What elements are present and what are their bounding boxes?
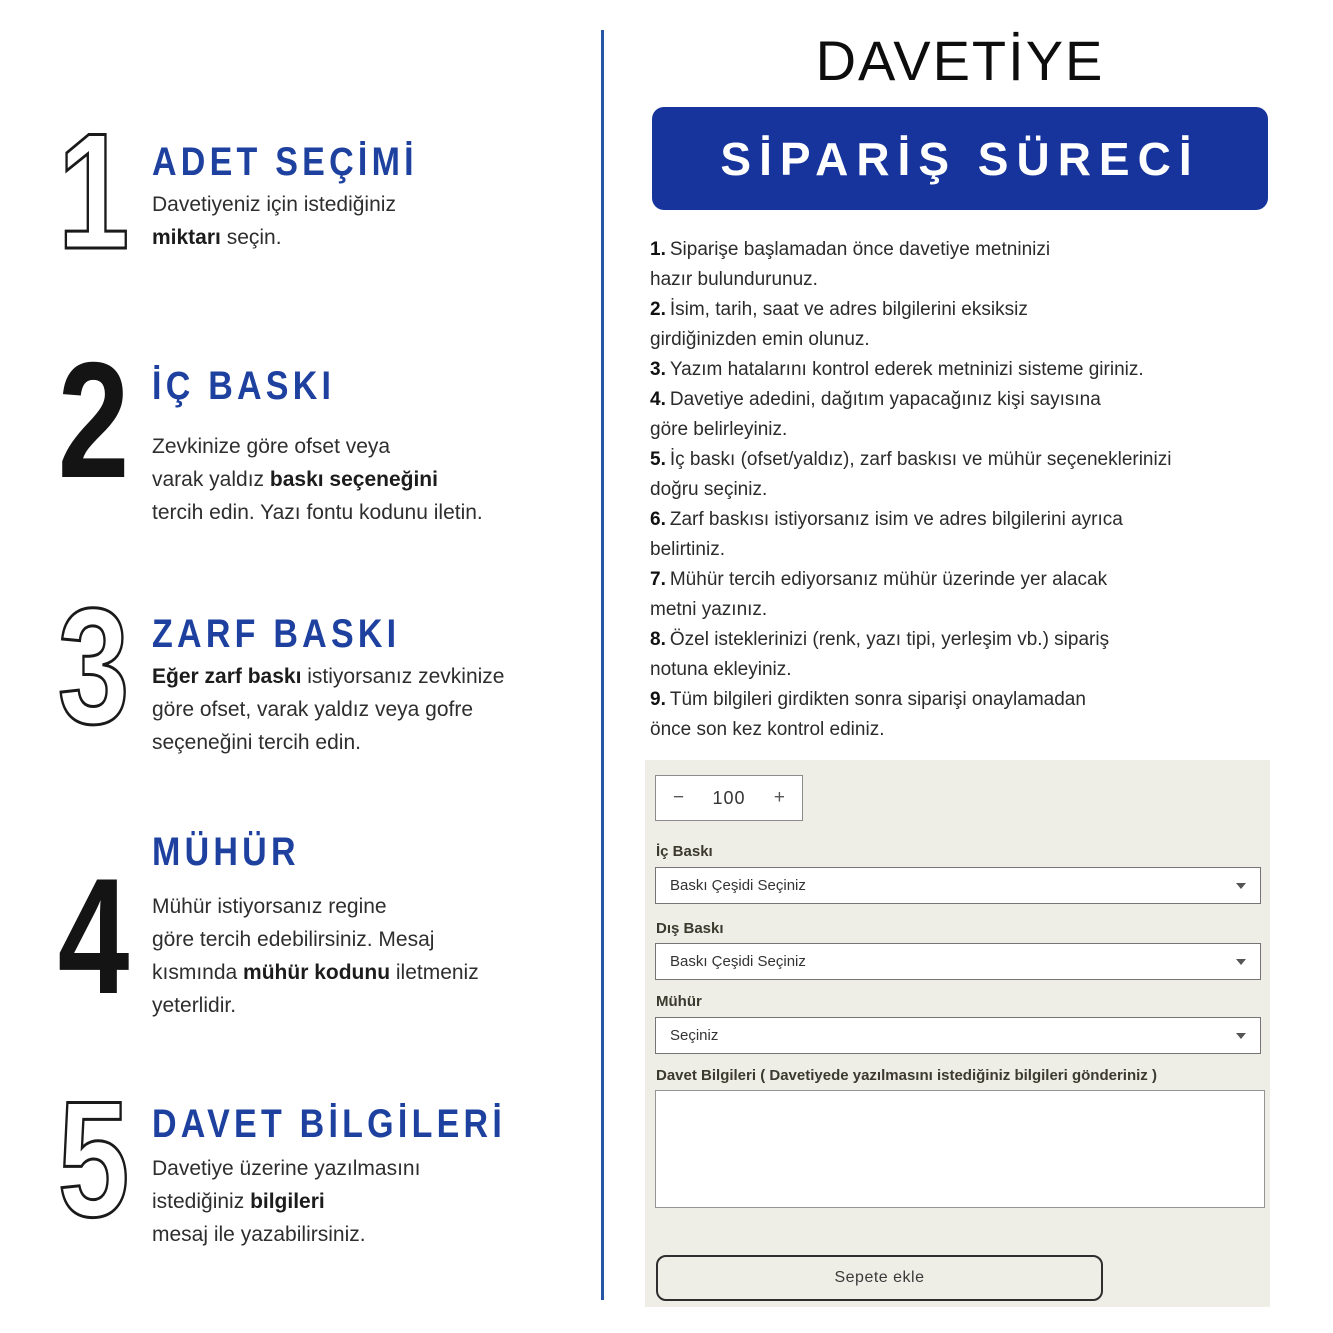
order-instruction-item: 6. Zarf baskısı istiyorsanız isim ve adres bilgilerini ayrıca belirtiniz. xyxy=(650,509,1123,560)
add-to-cart-button[interactable] xyxy=(656,1255,1103,1301)
davet-bilgileri-label: Davet Bilgileri ( Davetiyede yazılmasını istediğiniz bilgileri gönderiniz ) xyxy=(656,1067,1157,1084)
add-to-cart-label: Sepete ekle xyxy=(834,1269,925,1286)
step-description: Davetiyeniz için istediğiniz miktarı seçin. xyxy=(152,193,396,249)
ic-baski-label: İç Baskı xyxy=(656,843,713,860)
quantity-decrease-button[interactable]: − xyxy=(673,787,685,808)
ic-baski-select-value: Baskı Çeşidi Seçiniz xyxy=(670,877,806,894)
step-title: ADET SEÇİMİ xyxy=(152,140,418,184)
order-instruction-item: 3. Yazım hatalarını kontrol ederek metninizi sisteme giriniz. xyxy=(650,359,1144,380)
step-number: 2 xyxy=(57,327,127,512)
order-instruction-item: 1. Siparişe başlamadan önce davetiye metninizi hazır bulundurunuz. xyxy=(650,239,1051,290)
step-number: 5 xyxy=(57,1066,127,1251)
step-number: 4 xyxy=(57,844,127,1028)
order-instruction-item: 4. Davetiye adedini, dağıtım yapacağınız kişi sayısına göre belirleyiniz. xyxy=(650,389,1101,440)
quantity-increase-button[interactable]: + xyxy=(773,787,785,808)
page-title: DAVETİYE xyxy=(815,29,1105,92)
muhur-select-value: Seçiniz xyxy=(670,1027,719,1044)
order-form-panel xyxy=(645,760,1270,1307)
chevron-down-icon xyxy=(1236,883,1246,889)
step-number: 3 xyxy=(57,574,127,758)
davet-bilgileri-textarea[interactable] xyxy=(655,1090,1265,1208)
order-instruction-item: 8. Özel isteklerinizi (renk, yazı tipi, yerleşim vb.) sipariş notuna ekleyiniz. xyxy=(650,629,1110,680)
chevron-down-icon xyxy=(1236,959,1246,965)
step-title: MÜHÜR xyxy=(152,830,300,874)
dis-baski-label: Dış Baskı xyxy=(656,920,724,937)
order-instruction-item: 5. İç baskı (ofset/yaldız), zarf baskısı ve mühür seçeneklerinizi doğru seçiniz. xyxy=(650,449,1172,500)
order-instruction-item: 2. İsim, tarih, saat ve adres bilgilerini eksiksiz girdiğinizden emin olunuz. xyxy=(650,299,1028,350)
ic-baski-select[interactable] xyxy=(655,867,1261,904)
step-number: 1 xyxy=(57,99,127,283)
quantity-stepper xyxy=(655,775,803,821)
chevron-down-icon xyxy=(1236,1033,1246,1039)
step-title: İÇ BASKI xyxy=(152,364,336,408)
order-instruction-item: 9. Tüm bilgileri girdikten sonra siparişi onaylamadan önce son kez kontrol ediniz. xyxy=(650,689,1086,740)
step-description: Eğer zarf baskı istiyorsanız zevkinize göre ofset, varak yaldız veya gofre seçeneğini tercih edin. xyxy=(152,665,505,754)
muhur-label: Mühür xyxy=(656,993,702,1010)
muhur-select[interactable] xyxy=(655,1017,1261,1054)
step-description: Davetiye üzerine yazılmasını istediğiniz bilgileri mesaj ile yazabilirsiniz. xyxy=(152,1157,421,1246)
step-description: Mühür istiyorsanız regine göre tercih edebilirsiniz. Mesaj kısmında mühür kodunu iletmeniz yeterlidir. xyxy=(152,895,479,1017)
dis-baski-select[interactable] xyxy=(655,943,1261,980)
step-title: ZARF BASKI xyxy=(152,612,401,656)
order-instructions-list xyxy=(650,235,1295,745)
step-title: DAVET BİLGİLERİ xyxy=(152,1102,507,1146)
order-instruction-item: 7. Mühür tercih ediyorsanız mühür üzerinde yer alacak metni yazınız. xyxy=(650,569,1108,620)
quantity-value: 100 xyxy=(712,787,746,808)
step-description: Zevkinize göre ofset veya varak yaldız baskı seçeneğini tercih edin. Yazı fontu kodunu iletin. xyxy=(152,435,483,524)
dis-baski-select-value: Baskı Çeşidi Seçiniz xyxy=(670,953,806,970)
order-process-banner xyxy=(652,107,1268,210)
order-process-banner-label: SİPARİŞ SÜRECİ xyxy=(720,132,1200,185)
